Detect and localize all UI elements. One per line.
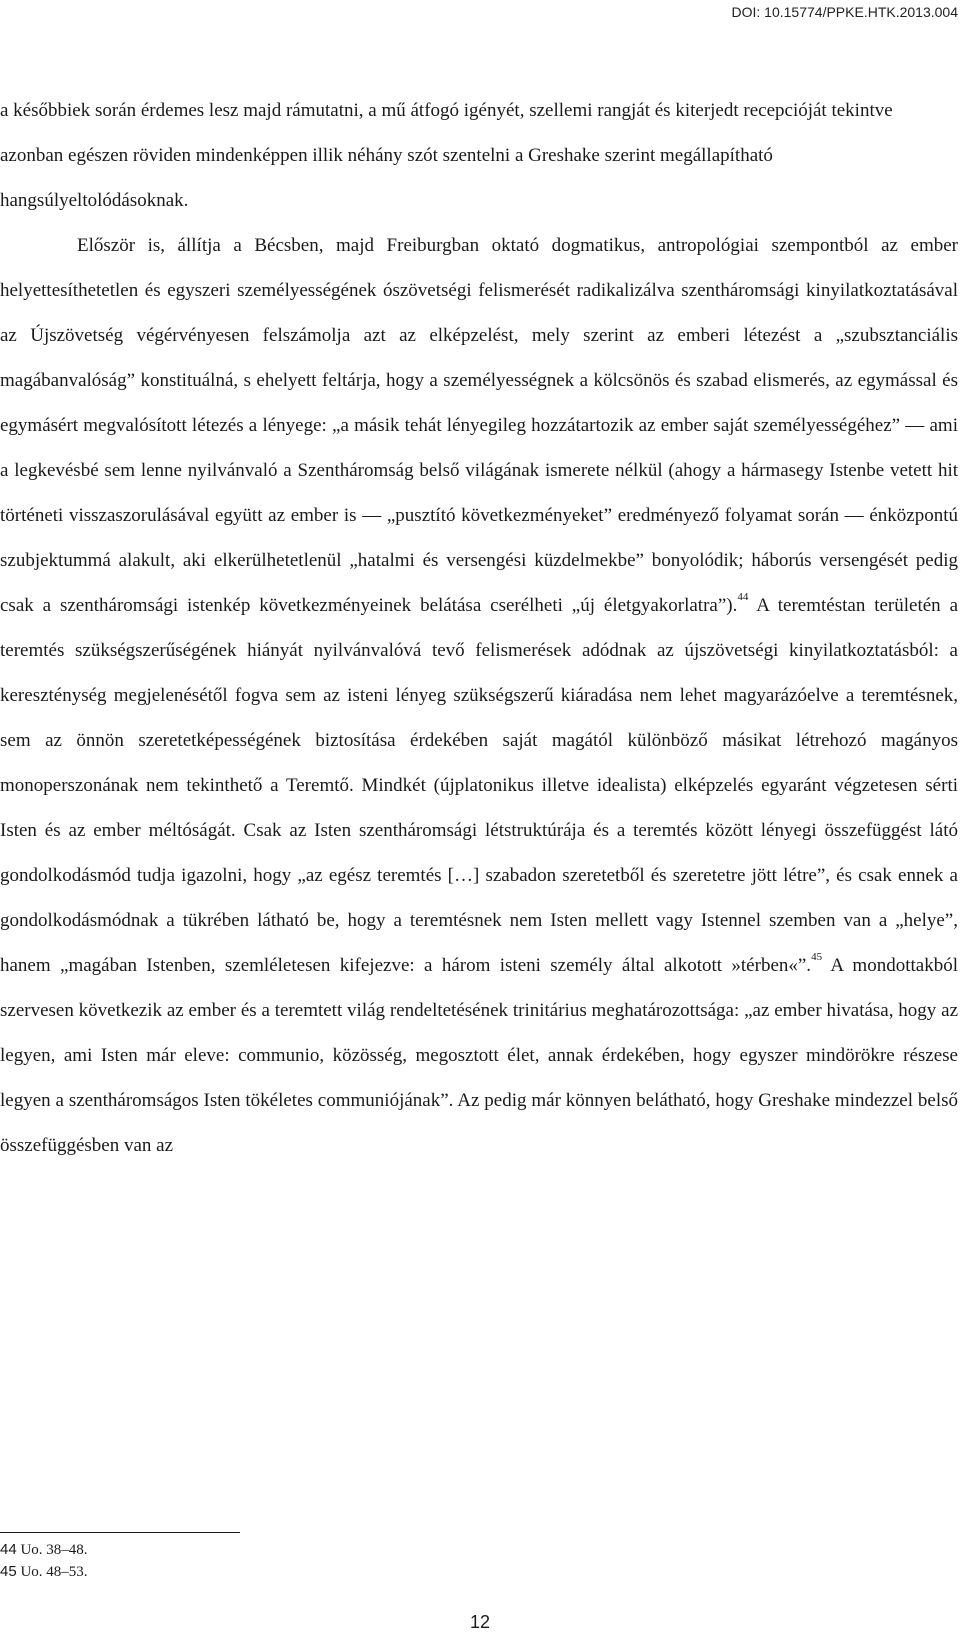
- footnote-number: 44: [0, 1541, 17, 1558]
- main-text: [0, 88, 958, 1168]
- paragraph-text: A teremtéstan területén a teremtés szükségszerűségének hiányát nyilvánvalóvá tevő felismerések adódnak az újszövetségi kinyilatkoztatásból: a kereszténység megjelenésétől fogva sem az isteni lényeg szükségszerű kiáradása nem lehet magyarázóelve a teremtésnek, sem az önnön szeretetképességének biztosítása érdekében saját magától különböző másikat létrehozó magányos monoperszonának nem tekinthető a Teremtő. Mindkét (újplatonikus illetve idealista) elképzelés egyaránt végzetesen sérti Isten és az ember méltóságát. Csak az Isten szentháromsági létstruktúrája és a teremtés között lényegi összefüggést látó gondolkodásmód tudja igazolni, hogy „az egész teremtés […] szabadon szeretetből és szeretetre jött létre”, és csak ennek a gondolkodásmódnak a tükrében látható be, hogy a teremtésnek nem Isten mellett vagy Istennel szemben van a „helye”, hanem „magában Istenben, szemléletesen kifejezve: a három isteni személy által alkotott »térben«”.: [0, 595, 958, 976]
- footnote-reference[interactable]: 44: [737, 591, 749, 603]
- paragraph: [0, 223, 958, 1168]
- footnote-text: Uo. 48–53.: [16, 1564, 88, 1580]
- paragraph-text: A mondottakból szervesen következik az ember és a teremtett világ rendeltetésének trinitárius meghatározottsága: „az ember hivatása, hogy az legyen, ami Isten már eleve: communio, közösség, megosztott élet, annak érdekében, hogy egyszer mindörökre részese legyen a szentháromságos Isten tökéletes communiójának”. Az pedig már könnyen belátható, hogy Greshake mindezzel belső összefüggésben van az: [0, 955, 958, 1156]
- footnote-number: 45: [0, 1563, 17, 1580]
- page-number: 12: [469, 1612, 491, 1632]
- footnote-text: Uo. 38–48.: [16, 1542, 88, 1558]
- doi-header: DOI: 10.15774/PPKE.HTK.2013.004: [731, 4, 958, 20]
- paragraph: a későbbiek során érdemes lesz majd rámutatni, a mű átfogó igényét, szellemi rangját és kiterjedt recepcióját tekintve azonban egészen röviden mindenképpen illik néhány szót szentelni a Greshake szerint megállapítható hangsúlyeltolódásoknak.: [0, 100, 893, 211]
- footnote: [0, 1561, 88, 1583]
- footnotes: [0, 1539, 88, 1583]
- footnote: [0, 1539, 88, 1561]
- footnote-separator: [0, 1532, 240, 1533]
- paragraph-text: Először is, állítja a Bécsben, majd Freiburgban oktató dogmatikus, antropológiai szempontból az ember helyettesíthetetlen és egyszeri személyességének ószövetségi felismerését radikalizálva szentháromsági kinyilatkoztatásával az Újszövetség végérvényesen felszámolja azt az elképzelést, mely szerint az emberi létezést a „szubsztanciális magábanvalóság” konstituálná, s ehelyett feltárja, hogy a személyességnek a kölcsönös és szabad elismerés, az egymással és egymásért megvalósított létezés a lényege: „a másik tehát lényegileg hozzátartozik az ember saját személyességéhez” — ami a legkevésbé sem lenne nyilvánvaló a Szentháromság belső világának ismerete nélkül (ahogy a hármasegy Istenbe vetett hit történeti visszaszorulásával együtt az ember is — „pusztító következményeket” eredményező folyamat során — énközpontú szubjektummá alakult, aki elkerülhetetlenül „hatalmi és versengési küzdelmekbe” bonyolódik; háborús versengését pedig csak a szentháromsági istenkép következményeinek belátása cserélheti „új életgyakorlatra”).: [0, 235, 958, 616]
- footnote-reference[interactable]: 45: [811, 951, 823, 963]
